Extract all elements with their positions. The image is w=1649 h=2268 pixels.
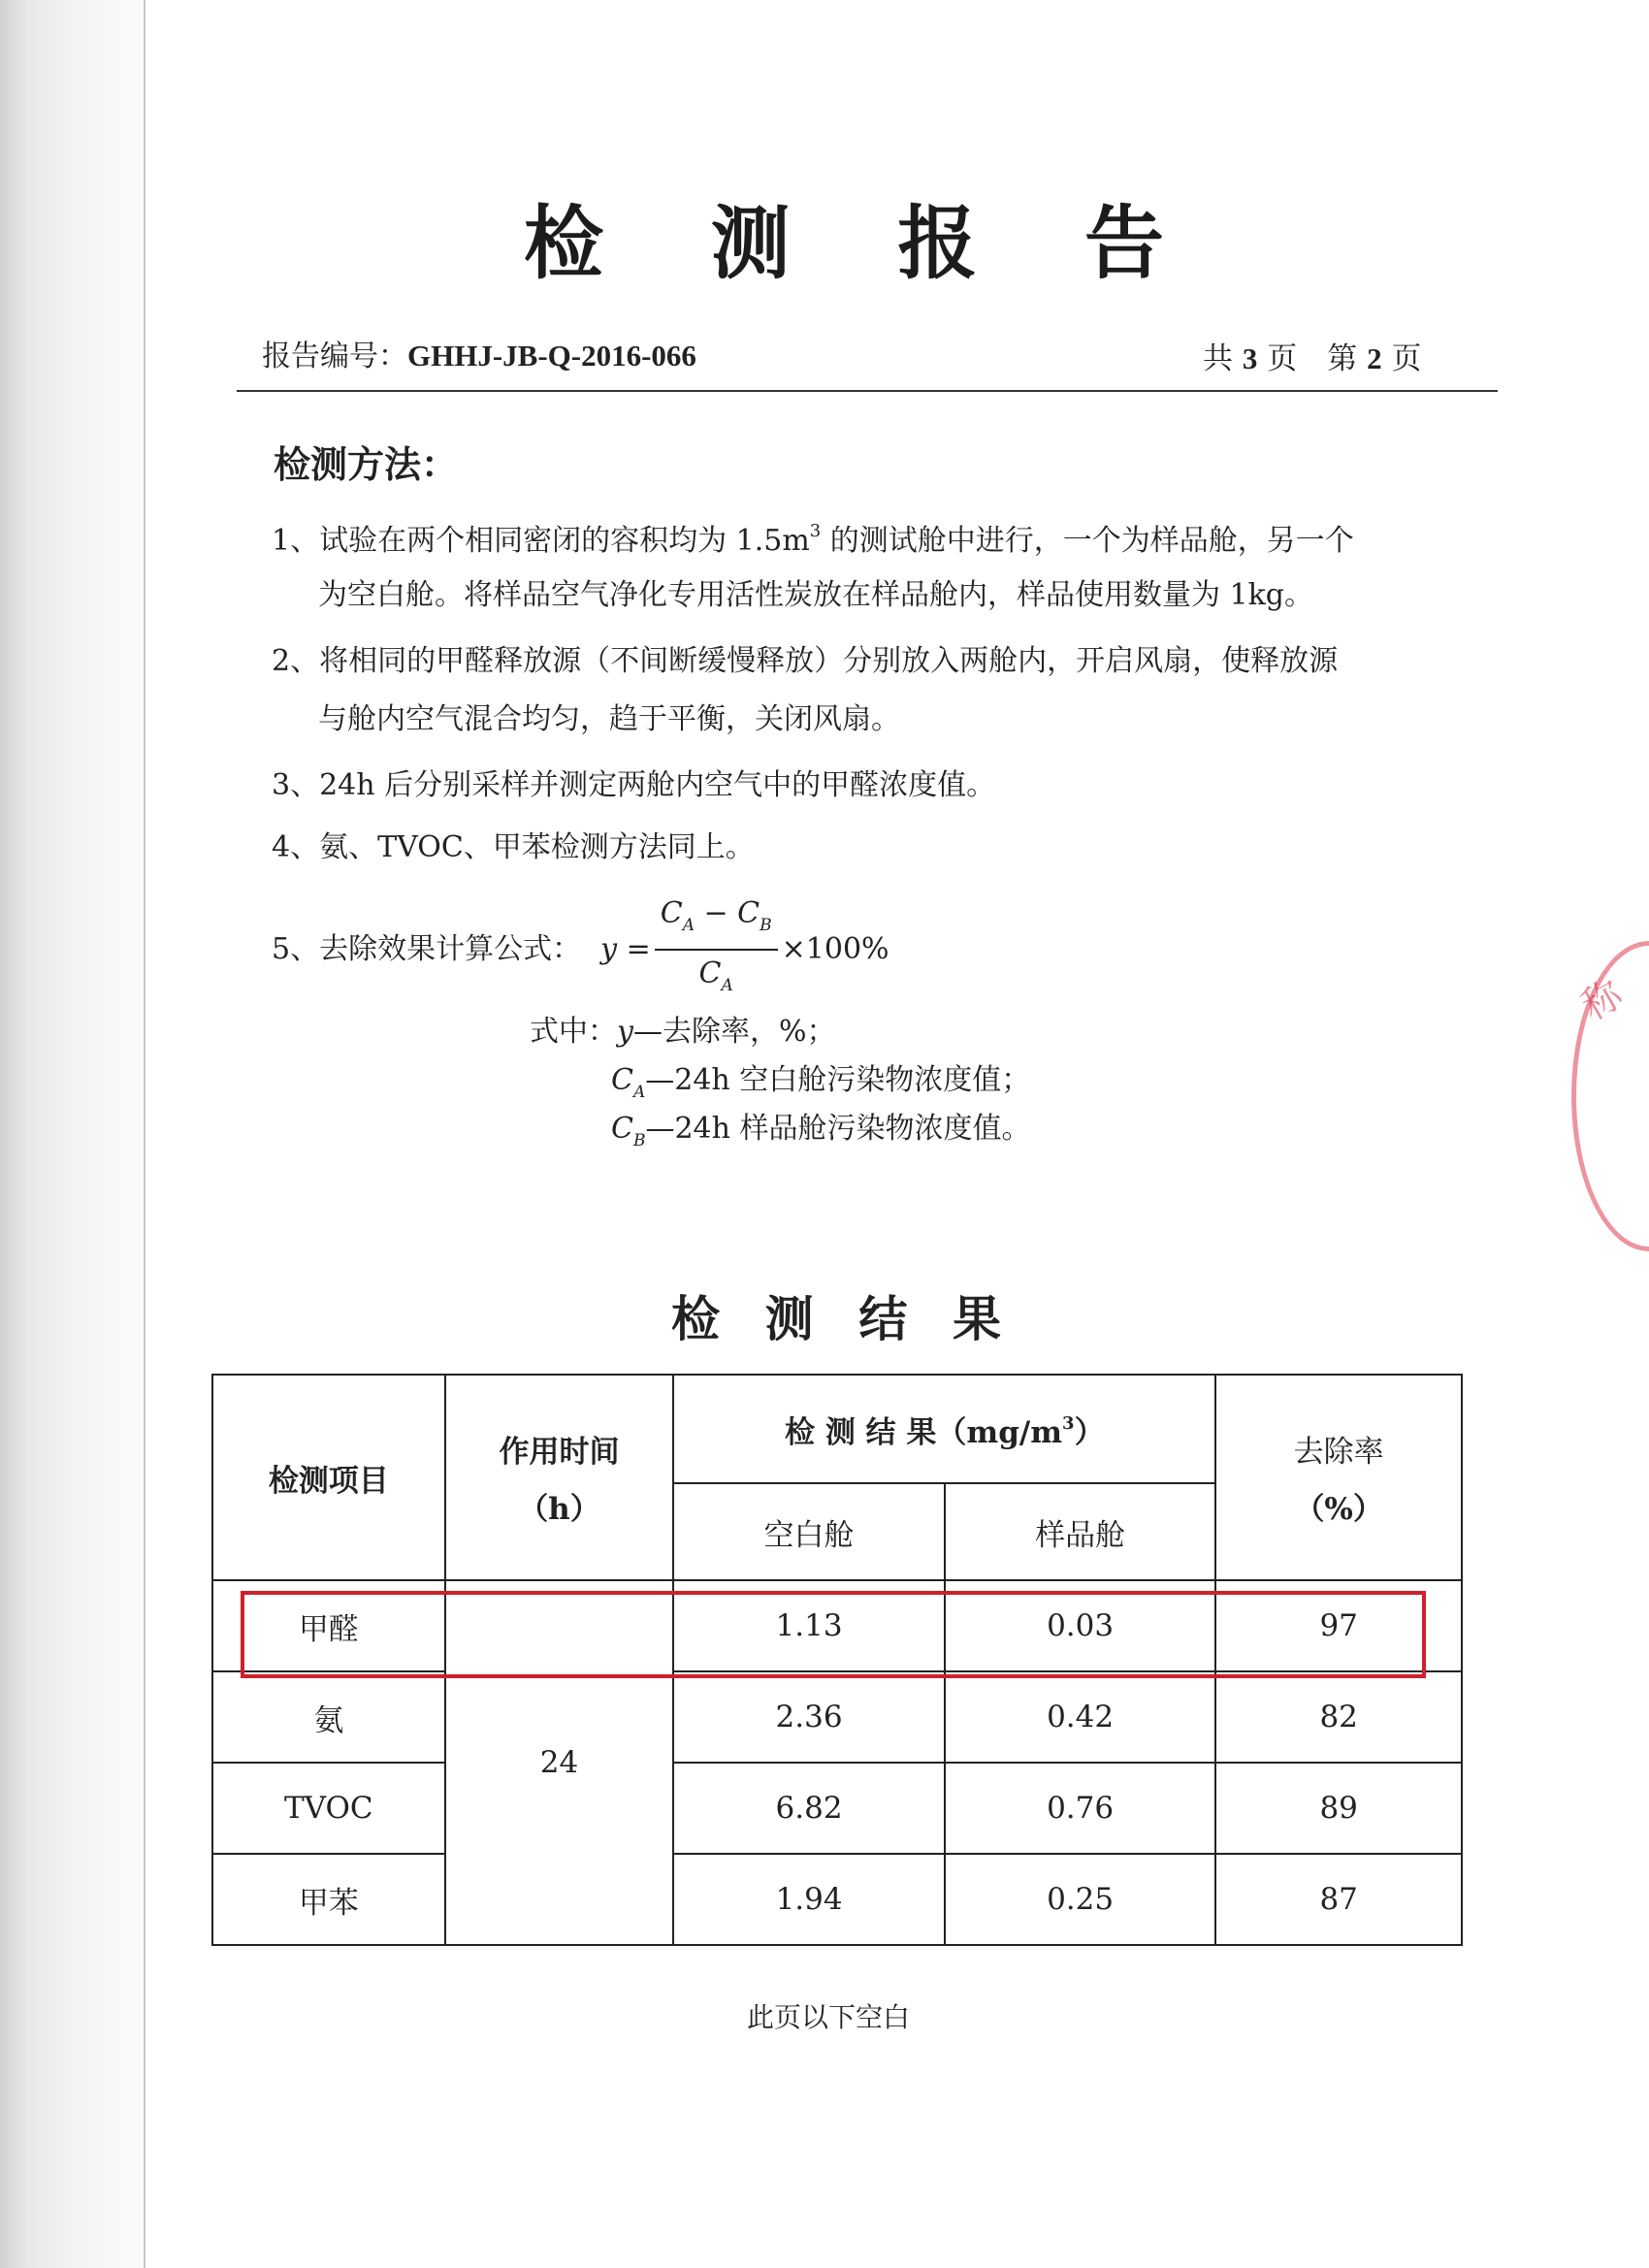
header-time (445, 1375, 674, 1580)
formula-denominator (699, 951, 733, 1007)
subscript: A (682, 916, 695, 935)
footer-note: 此页以下空白 (747, 2001, 911, 2033)
cell-blank: 1.13 (673, 1580, 945, 1671)
header-result-close: ） (1074, 1414, 1105, 1450)
subscript: A (632, 1083, 646, 1102)
item-text: 1、试验在两个相同密闭的容积均为 1.5m (272, 524, 810, 558)
cell-rate: 89 (1215, 1763, 1462, 1854)
header-sample: 样品舱 (945, 1483, 1216, 1580)
cell-item: 氨 (212, 1671, 445, 1763)
formula-fraction (655, 892, 778, 1007)
title-char: 告 (1083, 197, 1164, 290)
cell-item: TVOC (212, 1763, 445, 1854)
subscript: B (632, 1131, 646, 1150)
cell-sample: 0.76 (945, 1763, 1216, 1854)
superscript: 3 (1062, 1412, 1075, 1434)
report-number-line (262, 332, 696, 374)
method-item-5 (272, 892, 889, 1007)
legend-cb (611, 1108, 1031, 1162)
heading-char: 检 (671, 1290, 720, 1347)
method-item-1-line-1 (272, 510, 1354, 563)
subscript: B (760, 916, 772, 935)
symbol: C (698, 956, 722, 990)
header-rate-line-2: （%） (1294, 1492, 1383, 1527)
report-title (524, 180, 1164, 294)
title-char: 测 (710, 197, 791, 290)
superscript: 3 (809, 521, 822, 541)
legend-desc: —24h 空白舱污染物浓度值； (645, 1063, 1031, 1097)
header-time-line-1: 作用时间 (499, 1435, 620, 1470)
table-header-row (212, 1375, 1462, 1483)
stamp-fragment: 称 (1573, 971, 1631, 1030)
results-heading (671, 1280, 1001, 1350)
highlight-box (241, 1591, 1426, 1678)
symbol: C (611, 1063, 633, 1097)
cell-rate: 82 (1215, 1671, 1462, 1763)
header-result (673, 1375, 1215, 1483)
header-item: 检测项目 (212, 1375, 445, 1580)
subscript: A (721, 976, 733, 995)
report-number-label: 报告编号： (262, 340, 407, 373)
item-text: 5、去除效果计算公式： (272, 932, 582, 966)
cell-blank: 6.82 (673, 1763, 945, 1854)
title-char: 检 (524, 197, 604, 290)
method-heading: 检测方法： (274, 442, 459, 486)
symbol: C (611, 1112, 633, 1146)
symbol: − C (694, 896, 760, 930)
formula-tail: ×100% (781, 932, 889, 966)
page-info (1203, 334, 1421, 377)
cell-sample: 0.42 (945, 1671, 1216, 1763)
method-item-1-line-2: 为空白舱。将样品空气净化专用活性炭放在样品舱内，样品使用数量为 1kg。 (318, 578, 1314, 612)
cell-blank: 1.94 (673, 1854, 945, 1945)
cell-rate: 87 (1215, 1854, 1462, 1945)
scan-binding-line (144, 0, 146, 2268)
title-char: 报 (897, 197, 978, 290)
header-time-line-2: （h） (518, 1492, 600, 1527)
heading-char: 测 (764, 1290, 814, 1347)
pages-total: 3 (1242, 341, 1258, 375)
cell-sample: 0.25 (945, 1854, 1216, 1945)
header-divider (237, 390, 1498, 392)
table-row (212, 1854, 1462, 1945)
legend-prefix: 式中： (530, 1015, 617, 1049)
symbol: C (660, 896, 683, 930)
method-item-3: 3、24h 后分别采样并测定两舱内空气中的甲醛浓度值。 (272, 768, 996, 802)
symbol: y (617, 1015, 633, 1049)
table-row (212, 1671, 1462, 1763)
method-item-4: 4、氨、TVOC、甲苯检测方法同上。 (272, 830, 755, 864)
heading-char: 结 (858, 1290, 908, 1347)
cell-sample: 0.03 (945, 1580, 1216, 1671)
legend-y (530, 1011, 835, 1053)
pages-prefix: 共 (1203, 341, 1233, 376)
table-row (212, 1763, 1462, 1854)
formula-y: y = (600, 932, 651, 966)
report-number: GHHJ-JB-Q-2016-066 (407, 339, 696, 373)
header-result-text: 检 测 结 果（mg/m (785, 1414, 1063, 1450)
legend-ca (611, 1059, 1030, 1114)
cell-time: 24 (445, 1580, 674, 1945)
legend-desc: —去除率，%； (632, 1015, 836, 1049)
legend-desc: —24h 样品舱污染物浓度值。 (645, 1112, 1031, 1146)
item-text: 的测试舱中进行，一个为样品舱，另一个 (821, 524, 1354, 558)
method-item-2-line-2: 与舱内空气混合均匀，趋于平衡，关闭风扇。 (318, 702, 900, 736)
formula-numerator (655, 892, 778, 951)
header-rate (1215, 1375, 1462, 1580)
cell-rate: 97 (1215, 1580, 1462, 1671)
cell-item: 甲醛 (212, 1580, 445, 1671)
header-blank: 空白舱 (673, 1483, 945, 1580)
cell-blank: 2.36 (673, 1671, 945, 1763)
pages-mid: 页 第 (1267, 341, 1358, 376)
cell-item: 甲苯 (212, 1854, 445, 1945)
page-current: 2 (1367, 341, 1382, 375)
heading-char: 果 (952, 1290, 1001, 1347)
header-rate-line-1: 去除率 (1293, 1435, 1384, 1470)
method-item-2-line-1: 2、将相同的甲醛释放源（不间断缓慢释放）分别放入两舱内，开启风扇，使释放源 (272, 644, 1339, 678)
pages-suffix: 页 (1391, 341, 1422, 376)
scan-page-edge-shadow (0, 0, 146, 2268)
